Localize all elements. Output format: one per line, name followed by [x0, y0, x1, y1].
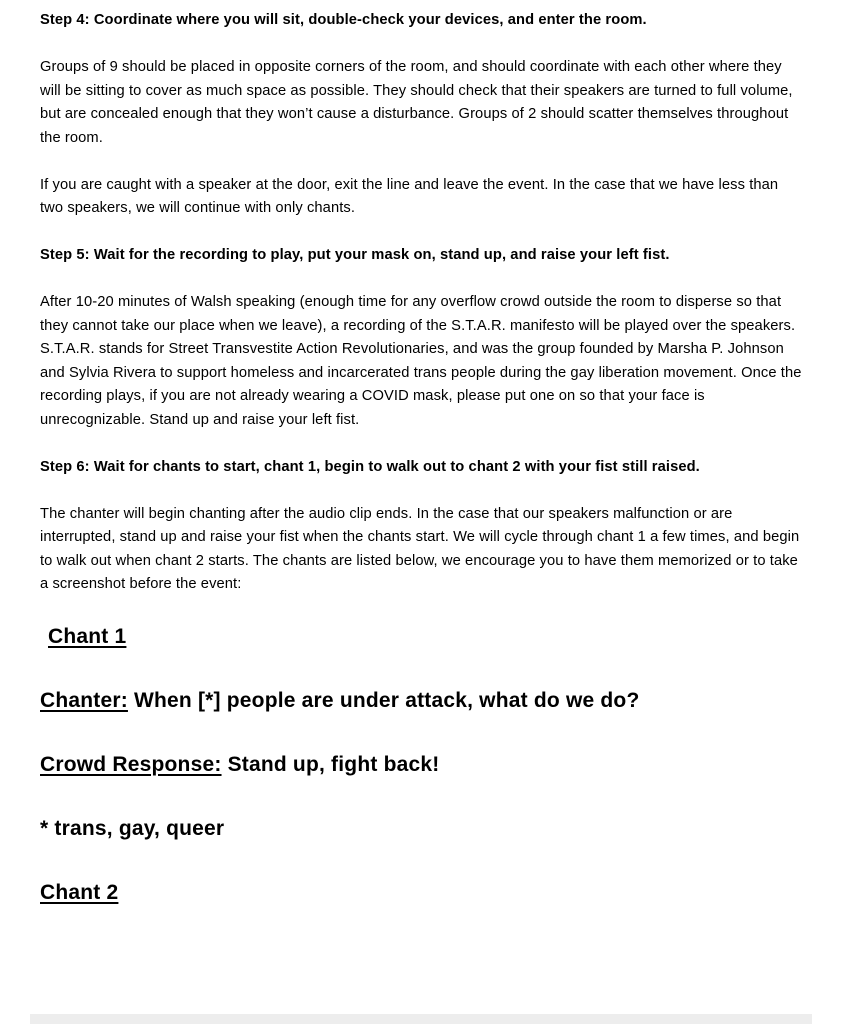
- chant-2-title-text: Chant 2: [40, 881, 119, 904]
- page-bottom-edge: [30, 1014, 812, 1024]
- chant-2-heading: [40, 876, 803, 910]
- chanter-call-text: When [*] people are under attack, what do we do?: [127, 689, 640, 712]
- crowd-response-line: [40, 748, 803, 782]
- step-6-heading: Step 6: Wait for chants to start, chant 1, begin to walk out to chant 2 with your fist still raised.: [40, 458, 700, 475]
- step-4-paragraph-groups: Groups of 9 should be placed in opposite corners of the room, and should coordinate with each other where they will be sitting to cover as much space as possible. They should check that their speakers are turned to full volume, but are concealed enough that they won’t cause a disturbance. Groups of 2 should scatter themselves throughout the room.: [40, 59, 793, 146]
- step-4-paragraph-caught: If you are caught with a speaker at the door, exit the line and leave the event. In the case that we have less than two speakers, we will continue with only chants.: [40, 176, 779, 216]
- chant-1-title-text: Chant 1: [48, 625, 127, 648]
- step-6-paragraph: The chanter will begin chanting after the audio clip ends. In the case that our speakers malfunction or are interrupted, stand up and raise your fist when the chants start. We will cycle through chant 1 a few times, and begin to walk out when chant 2 starts. The chants are listed below, we encourage you to have them memorized or to take a screenshot before the event:: [40, 505, 800, 592]
- asterisk-footnote: * trans, gay, queer: [40, 817, 225, 840]
- chanter-line: [40, 684, 803, 718]
- step-4-heading: Step 4: Coordinate where you will sit, double-check your devices, and enter the room.: [40, 12, 647, 28]
- step-5-paragraph: After 10-20 minutes of Walsh speaking (enough time for any overflow crowd outside the room to disperse so that they cannot take our place when we leave), a recording of the S.T.A.R. manifesto will be played over the speakers. S.T.A.R. stands for Street Transvestite Action Revolutionaries, and was the group founded by Marsha P. Johnson and Sylvia Rivera to support homeless and incarcerated trans people during the gay liberation movement. Once the recording plays, if you are not already wearing a COVID mask, please put one on so that your face is unrecognizable. Stand up and raise your left fist.: [40, 294, 802, 428]
- crowd-response-text: Stand up, fight back!: [221, 753, 440, 776]
- step-5-heading: Step 5: Wait for the recording to play, put your mask on, stand up, and raise your left fist.: [40, 247, 670, 263]
- chanter-label: Chanter:: [40, 689, 128, 712]
- chant-1-heading: [40, 620, 803, 654]
- crowd-response-label: Crowd Response:: [40, 753, 222, 776]
